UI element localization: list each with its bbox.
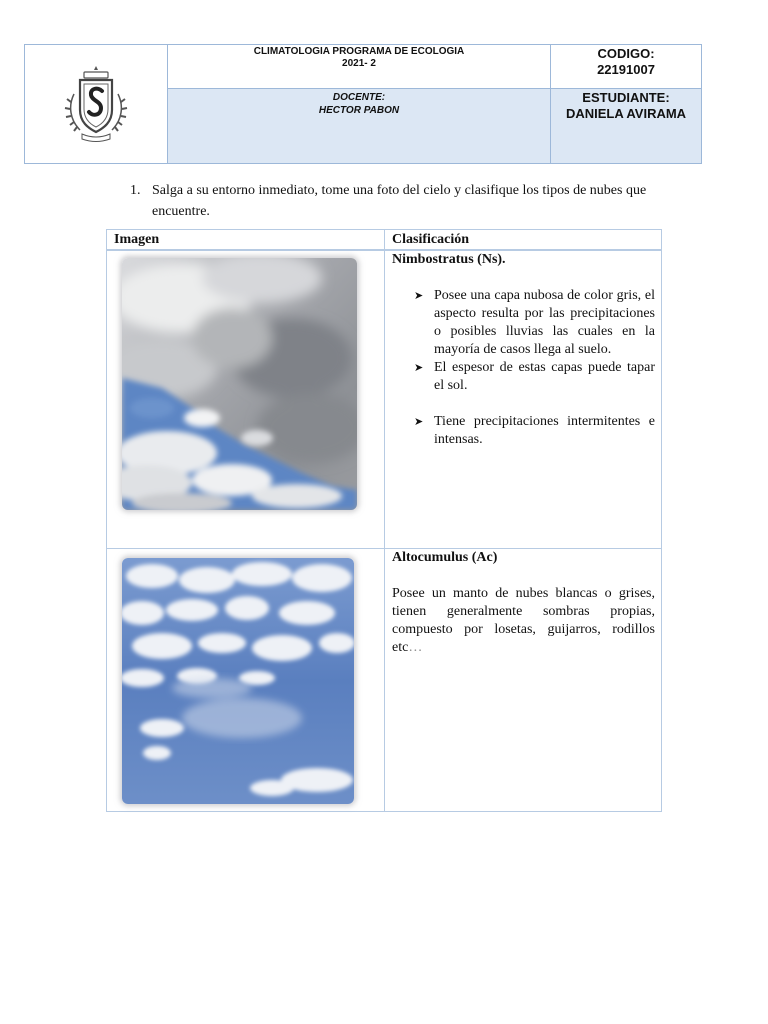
column-divider <box>384 230 385 811</box>
teacher-cell <box>168 89 551 163</box>
student-cell <box>551 89 701 163</box>
code-cell <box>551 45 701 89</box>
university-logo-icon <box>64 64 128 144</box>
cloud-classification-table <box>106 229 662 812</box>
nimbostratus-photo <box>122 258 357 510</box>
list-item <box>392 359 655 395</box>
question-1 <box>130 180 670 222</box>
question-text: Salga a su entorno inmediato, tome una foto del cielo y clasifique los tipos de nubes que encuentre. <box>152 183 647 219</box>
question-number: 1. <box>130 183 141 198</box>
arrowhead-bullet-icon: ➤ <box>414 290 424 302</box>
description-text: Posee un manto de nubes blancas o grises, tienen generalmente sombras propias, compuesto por losetas, guijarros, rodillos etc <box>392 586 655 655</box>
altocumulus-photo <box>122 558 354 804</box>
student-label: ESTUDIANTE: <box>582 90 670 105</box>
column-header-classification: Clasificación <box>392 232 469 247</box>
code-value: 22191007 <box>597 62 655 77</box>
logo-cell <box>25 45 168 163</box>
classification-altocumulus <box>392 549 655 657</box>
student-name: DANIELA AVIRAMA <box>565 106 687 121</box>
course-title-cell <box>168 45 551 89</box>
cloud-type-title: Nimbostratus (Ns). <box>392 252 506 267</box>
list-item <box>392 413 655 449</box>
teacher-name: HECTOR PABON <box>318 105 400 116</box>
course-period: 2021- 2 <box>342 58 376 69</box>
teacher-label: DOCENTE: <box>332 92 386 103</box>
description-paragraph <box>392 585 655 657</box>
arrowhead-bullet-icon: ➤ <box>414 416 424 428</box>
characteristics-list <box>392 287 655 449</box>
cloud-type-title: Altocumulus (Ac) <box>392 550 498 565</box>
ellipsis: … <box>408 640 423 655</box>
document-header <box>24 44 702 164</box>
arrowhead-bullet-icon: ➤ <box>414 362 424 374</box>
list-item-text: Tiene precipitaciones intermitentes e intensas. <box>434 414 655 447</box>
list-item-text: El espesor de estas capas puede tapar el sol. <box>434 360 655 393</box>
list-item-text: Posee una capa nubosa de color gris, el aspecto resulta por las precipitaciones o posibles lluvias las cuales en la mayoría de casos llega al suelo. <box>434 288 655 357</box>
classification-nimbostratus <box>392 251 655 449</box>
column-header-image: Imagen <box>114 232 160 247</box>
course-title: CLIMATOLOGIA PROGRAMA DE ECOLOGIA <box>253 46 465 57</box>
code-label: CODIGO: <box>597 46 655 61</box>
list-item <box>392 287 655 359</box>
